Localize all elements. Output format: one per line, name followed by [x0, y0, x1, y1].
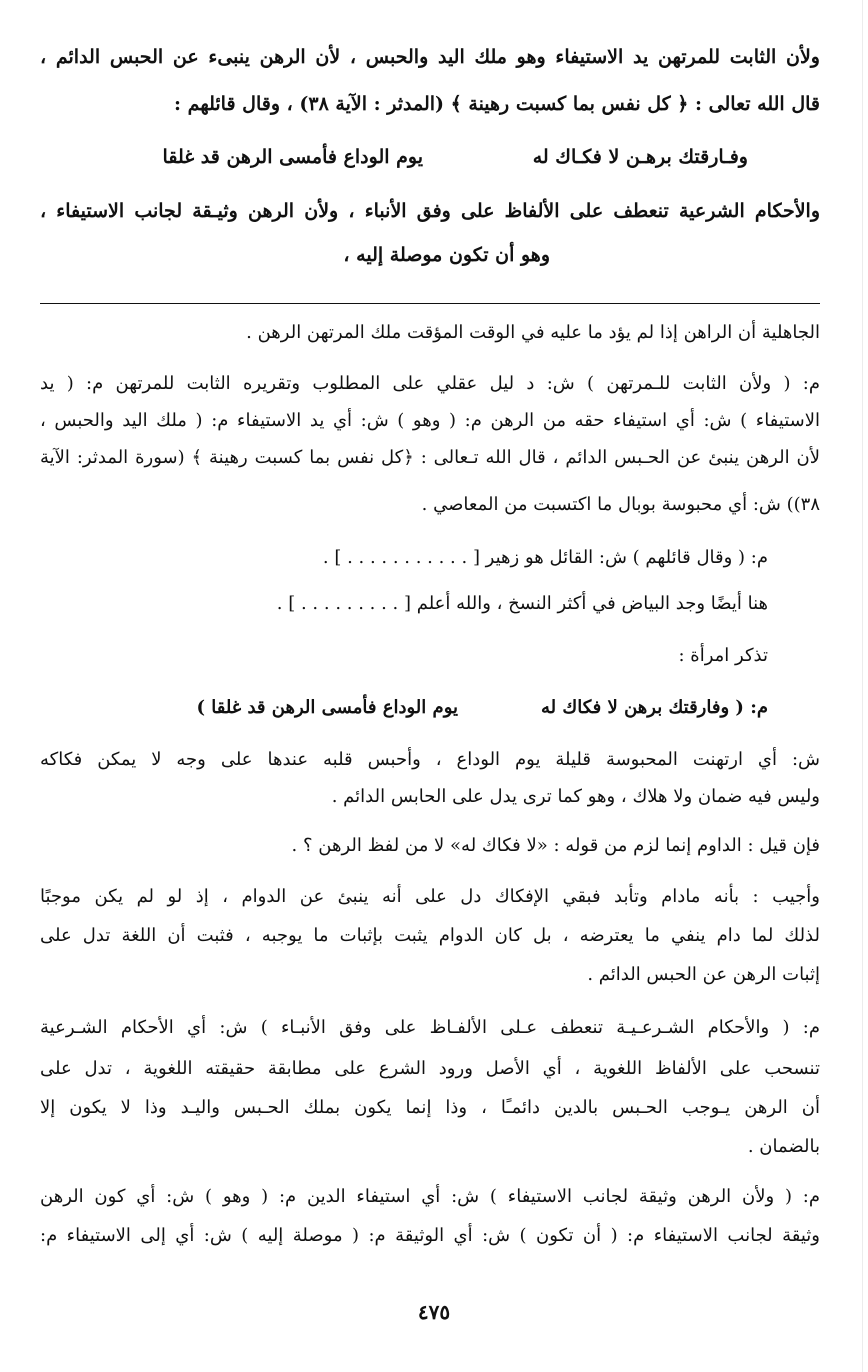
page-edge-line	[862, 0, 863, 1372]
commentary-line-21: وثيقة لجانب الاستيفاء م: ( أن تكون ) ش: أي الوثيقة م: ( موصلة إليه ) ش: أي إلى الاستيفاء م:	[40, 1225, 820, 1246]
commentary-line-7: هنا أيضًا وجد البياض في أكثر النسخ ، والله أعلم [ . . . . . . . . . ] .	[276, 593, 768, 614]
commentary-line-16: م: ( والأحكام الشـرعـيـة تنعطف عـلى الألفـاظ على وفق الأنبـاء ) ش: أي الأحكام الشـرعية	[40, 1017, 820, 1038]
separator-rule	[40, 303, 820, 304]
commentary-line-8: تذكر امرأة :	[678, 645, 768, 666]
main-text-line-4: والأحكام الشرعية تنعطف على الألفاظ على وفق الأنباء ، ولأن الرهن وثيـقة لجانب الاستيفاء ،	[40, 200, 820, 222]
commentary-line-15: إثبات الرهن عن الحبس الدائم .	[587, 964, 820, 985]
main-text-line-5: وهو أن تكون موصلة إليه ،	[343, 244, 550, 266]
commentary-line-4: لأن الرهن ينبئ عن الحـبس الدائم ، قال الله تـعالى : ﴿كل نفس بما كسبت رهينة ﴾ (سورة المدثر: الآية	[40, 447, 820, 468]
main-text-line-2: قال الله تعالى : ﴿ كل نفس بما كسبت رهينة ﴾ (المدثر : الآية ٣٨) ، وقال قائلهم :	[174, 93, 820, 115]
commentary-line-11: وليس فيه ضمان ولا هلاك ، وهو كما ترى يدل على الحابس الدائم .	[331, 786, 820, 807]
commentary-line-12: فإن قيل : الداوم إنما لزم من قوله : «لا فكاك له» لا من لفظ الرهن ؟ .	[291, 835, 820, 856]
commentary-line-14: لذلك لما دام ينفي ما يعترضه ، بل كان الدوام يثبت بإثبات ما يوجبه ، فثبت أن اللغة تدل على	[40, 925, 820, 946]
commentary-line-13: وأجيب : بأنه مادام وتأبد فبقي الإفكاك دل على أنه ينبئ عن الدوام ، إذ لو لم يكن موجبًا	[40, 886, 820, 907]
commentary-line-6: م: ( وقال قائلهم ) ش: القائل هو زهير [ . . . . . . . . . . . ] .	[322, 547, 768, 568]
commentary-line-20: م: ( ولأن الرهن وثيقة لجانب الاستيفاء ) ش: أي استيفاء الدين م: ( وهو ) ش: أي كون الرهن	[40, 1186, 820, 1207]
commentary-line-18: أن الرهن يـوجب الحـبس بالدين دائمـًا ، وذا إنما يكون بملك الحـبس واليـد وذا لا يكون إلا	[40, 1097, 820, 1118]
commentary-line-1: الجاهلية أن الراهن إذا لم يؤد ما عليه في الوقت المؤقت ملك المرتهن الرهن .	[246, 322, 820, 343]
verse-hemistich-right: وفـارقتك برهـن لا فكـاك له	[532, 146, 748, 168]
commentary-verse-right: م: ( وفارقتك برهن لا فكاك له	[541, 697, 768, 718]
commentary-line-17: تنسحب على الألفاظ اللغوية ، أي الأصل ورود الشرع على مطابقة حقيقته اللغوية ، تدل على	[40, 1058, 820, 1079]
page-number: ٤٧٥	[417, 1300, 451, 1324]
main-text-line-1: ولأن الثابت للمرتهن يد الاستيفاء وهو ملك اليد والحبس ، لأن الرهن ينبىء عن الحبس الدائم ،	[40, 46, 820, 68]
commentary-line-19: بالضمان .	[747, 1136, 820, 1157]
commentary-line-10: ش: أي ارتهنت المحبوسة قليلة يوم الوداع ، وأحبس قلبه عندها على وجه لا يمكن فكاكه	[40, 749, 820, 770]
commentary-line-5: ٣٨)) ش: أي محبوسة بوبال ما اكتسبت من المعاصي .	[421, 494, 820, 515]
verse-hemistich-left: يوم الوداع فأمسى الرهن قد غلقا	[162, 146, 423, 168]
commentary-verse-left: يوم الوداع فأمسى الرهن قد غلقا )	[196, 697, 458, 718]
commentary-line-3: الاستيفاء ) ش: أي استيفاء حقه من الرهن م: ( وهو ) ش: أي يد الاستيفاء م: ( ملك اليد والحبس ،	[40, 410, 820, 431]
commentary-line-2: م: ( ولأن الثابت للـمرتهن ) ش: د ليل عقلي على المطلوب وتقريره الثابت للمرتهن م: ( يد	[40, 373, 820, 394]
